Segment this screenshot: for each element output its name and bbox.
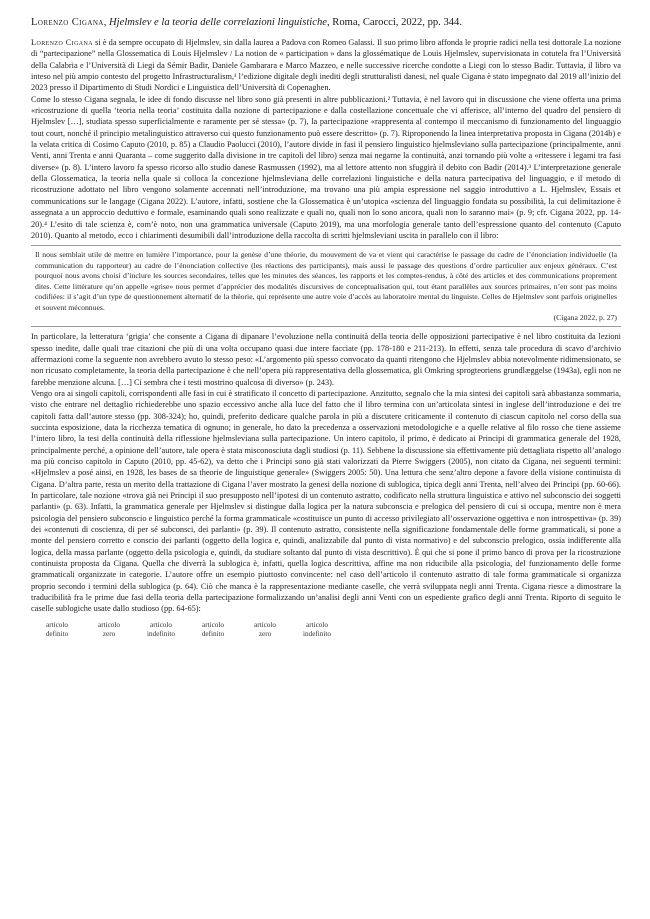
block-quote: Il nous semblait utile de mettre en lumière l’importance, pour la genèse d’une théorie, du mouvement de va et vient qui caractérise le passage du cadre de l’énonciation individuelle (la communication du rapporteur) au cadre de l’énonciation collective (les réactions des participants), mais aussi le passage des questions d’ordre particulier aux enjeux généraux. C’est pourquoi nous avons choisi d’inclure les sources secondaires, telles que les minutes des séances, les rapports et les comptes-rendus, à côté des articles et des communications proprement dites. Cette littérature qu’on appelle «grise» nous permet d’apprécier des modalités discursives de conceptualisation qui, tout étant parallèles aux sources primaires, n’en sont pas moins codifiées: il s’agit d’un type de questionnement alternatif de la théorie, qui représente une autre voie d’accès au laboratoire mental du linguiste. Celles de Hjelmslev sont parfois originelles et souvent méconnues. [35, 250, 617, 312]
book-title: Hjelmslev e la teoria delle correlazioni linguistiche [109, 17, 327, 28]
sublogic-cell: articolo indefinito [303, 620, 331, 638]
paragraph-4: Vengo ora ai singoli capitoli, corrispondenti alle fasi in cui è stratificato il concetto di partecipazione. Anzitutto, segnalo che la mia sintesi dei capitoli sarà abbastanza sommaria, visto che entrare nel dettaglio richiederebbe uno spazio eccessivo anche alla luce del fatto che il libro termina con un’articolata sintesi in inglese dell’introduzione e dei tre capitoli fatta dall’autore stesso (pp. 308-324); ho, quindi, preferito dedicare qualche parola in più a discutere criticamente il contenuto di ciascun capitolo nel corso della sua succinta esposizione, data la ricchezza tematica di ognuno; in generale, ho dato la precedenza a osservazioni metodologiche e a quelle relative al filo rosso che tiene assieme l’intero libro, la tesi della continuità della riflessione hjelmsleviana sulla partecipazione. Un intero capitolo, il primo, è dedicato ai Principi di grammatica generale del 1928, principalmente perché, a opinione dell’autore, tale opera è stata misconosciuta dagli studiosi (p. 11). Sebbene la discussione sia effettivamente più dettagliata rispetto all’analogo ma più conciso capitolo in Caputo (2010, pp. 45-62), va detto che i Principi sono già stati valorizzati da Pierre Swiggers (2005), non citato da Cigana, nei seguenti termini: «Hjelmslev a posé ainsi, en 1928, les bases de sa theorie de linguistique generale» (Swiggers 2005: 50). Una lettura che senz’altro depone a favore della visione continuista di Cigana. D’altra parte, resta un merito della trattazione di Cigana l’aver mostrato la genesi della nozione di sublogica, tipica degli anni Trenta, nell’alveo dei Principi (pp. 60-66). In particolare, tale nozione «trova già nei Principi il suo presupposto nell’ipotesi di un contenuto astratto, codificato nella struttura linguistica e attivo nel subconscio dei soggetti parlanti» (p. 63). Infatti, la grammatica generale per Hjelmslev si distingue dalla logica per la natura subconscia e prelogica del pensiero di cui si occupa, mentre non è mera psicologia del pensiero subconscio e linguistico perché la forma grammaticale «costituisce un punto di accesso privilegiato all’osservazione oggettiva e non introspettiva» (p. 39) dei «contenuti di coscienza, di per sé subconsci, dei parlanti» (p. 39). Il contenuto astratto, consistente nella significazione fondamentale delle forme grammaticali, si pone a monte del pensiero corretto e conscio dei parlanti (oggetto della logica e, quindi, analizzabile dal punto di vista normativo) e del subconscio prelogico, ossia indifferente alla logica, della massa parlante (oggetto della psicologia e, quindi, da studiare soltanto dal punto di vista descrittivo). È qui che si pone il primo banco di prova per la ricostruzione continuista proposta da Cigana. Quella che diverrà la sublogica è, infatti, quella logica descrittiva, affine ma non riducibile alla psicologia, del funzionamento delle forme grammaticali organizzate in categorie. L’autore offre un esempio piuttosto convincente: nel caso dell’articolo il contenuto astratto di tale forma grammaticale si organizza proprio secondo i termini della sublogica (p. 64). Ciò che manca è la rappresentazione mediante caselle, che verrà sviluppata negli anni Trenta. Cigana riesce a dimostrare la traducibilità fra le prime due fasi della teoria della partecipazione formalizzando un’analisi degli anni Venti con un espediente grafico degli anni Trenta. Riporto di seguito le caselle sublogiche usate dallo studioso (pp. 64-65): [31, 388, 621, 614]
book-publication: , Roma, Carocci, 2022, pp. 344. [326, 17, 463, 28]
book-reference: Lorenzo Cigana, Hjelmslev e la teoria delle correlazioni linguistiche, Roma, Carocci, 2022, pp. 344. [31, 17, 463, 28]
sublogic-cell: articolo zero [254, 620, 276, 638]
reviewed-author: Lorenzo Cigana [31, 38, 94, 47]
paragraph-intro-text: si è da sempre occupato di Hjelmslev, sin dalla laurea a Padova con Romeo Galassi. Il suo primo libro affonda le proprie radici nella tesi dottorale La nozione di “partecipazione” nella Glossematica di Louis Hjelmslev / La notion de « participation » dans la glossématique de Louis Hjelmslev, supervisionata in cotutela fra l’Università della Calabria e l’Università di Liegi da Sémir Badir, Daniele Gambarara e Marco Mazzeo, e nelle successive ricerche condotte a Liegi con lo stesso Badir. Tuttavia, il libro va inteso nel più ampio contesto del progetto Infrastructuralism,¹ l’edizione digitale degli inediti degli strutturalisti danesi, nel quale Cigana è stato impegnato dal 2019 all’inizio del 2023 presso il Dipartimento di Studi Nordici e Linguistica dell’Università di Copenaghen. [31, 38, 622, 93]
book-author: Lorenzo Cigana [31, 17, 104, 28]
quote-top-rule [31, 245, 621, 246]
sublogic-cell: articolo definito [201, 620, 225, 638]
sublogic-cell: articolo indefinito [147, 620, 175, 638]
review-page [31, 16, 621, 639]
paragraph-intro [31, 37, 621, 94]
paragraph-3: In particolare, la letteratura ‘grigia’ che consente a Cigana di dipanare l’evoluzione nella continuità della teoria delle opposizioni partecipative è nel libro costituita da lezioni spesso inedite, dalle quali trae citazioni che più di una volta occupano quasi due intere facciate (pp. 178-180 e 211-213). In effetti, senza tale procedura di scavo d’archivio affermazioni come la seguente non avrebbero avuto lo stesso peso: «L’argomento più spesso convocato da quanti ritengono che Hjelmslev abbia notevolmente ridimensionato, se non ricusato completamente, la teoria della partecipazione è che nell’opera più rappresentativa della glossematica, gli Omkring sprogteoriens grundlæggelse (1943a), egli non ne farebbe menzione alcuna. […] Ci sembra che i testi mostrino qualcosa di diverso» (p. 243). [31, 332, 621, 387]
block-quote-reference: (Cigana 2022, p. 27) [553, 313, 617, 323]
sublogic-cells-row [31, 621, 621, 639]
paragraph-2: Come lo stesso Cigana segnala, le idee di fondo discusse nel libro sono già presenti in altre pubblicazioni.² Tuttavia, è nel lavoro qui in discussione che viene offerta una prima «ricostruzione di quella ‘teoria nella teoria’ costituita dalla nozione di partecipazione e dalla costellazione concettuale che vi afferisce, all’interno del quadro del pensiero di Hjelmslev […], studiata spesso superficialmente e raramente per sé stessa» (p. 7), la partecipazione «rappresenta al contempo il meccanismo di funzionamento del linguaggio tout court, nonché il principio metalinguistico attraverso cui questo funzionamento può essere descritto» (p. 7). Riproponendo la linea interpretativa proposta in Cigana (2014b) e la velata critica di Cosimo Caputo (2010, p. 85) a Claudio Paolucci (2010), l’autore divide in fasi il pensiero linguistico hjelmsleviano sulla partecipazione (principalmente, anni Venti, anni Trenta e anni Quaranta – come suggerito dalla divisione in tre capitoli del libro) senza mai negarne la continuità, anzi tornando più volte a «ritessere i legami tra fasi diverse» (p. 8). L’intero lavoro fa spesso ricorso allo studio danese Rasmussen (1992), ma al lettore attento non sfuggirà il debito con Badir (2014).³ L’interpretazione generale della Glossematica, la teoria nella quale si colloca la concezione hjelmsleviana delle correlazioni linguistiche e della natura partecipativa del linguaggio, e il metodo di ricostruzione adottato nel libro vengono solamente accennati nell’introduzione, ma trovano una più ampia espressione nel saggio introduttivo a L. Hjelmslev, Essais et communications sur le langage (Cigana 2022). L’autore, infatti, sostiene che la Glossematica è un’utopica «scienza del linguaggio fondata su possibilità, la cui delimitazione è assegnata a un approccio deduttivo e formale, esaminando quali sono realizzate e quali no, quali non lo sono ancora, quali non lo saranno mai» (p. 9; cfr. Cigana 2022, pp. 14-20).⁴ L’esito di tale scienza è, com’è noto, non una grammatica universale (Caputo 2019), ma una morfologia generale tanto dell’espressione quanto del contenuto (Caputo 2010). Quanto al metodo, ecco i chiarimenti desumibili dall’introduzione della raccolta di scritti hjelmsleviani uscita in parallelo con il libro: [31, 94, 621, 240]
sublogic-cell: articolo definito [45, 620, 69, 638]
sublogic-cell: articolo zero [98, 620, 120, 638]
quote-bottom-rule [31, 326, 621, 327]
